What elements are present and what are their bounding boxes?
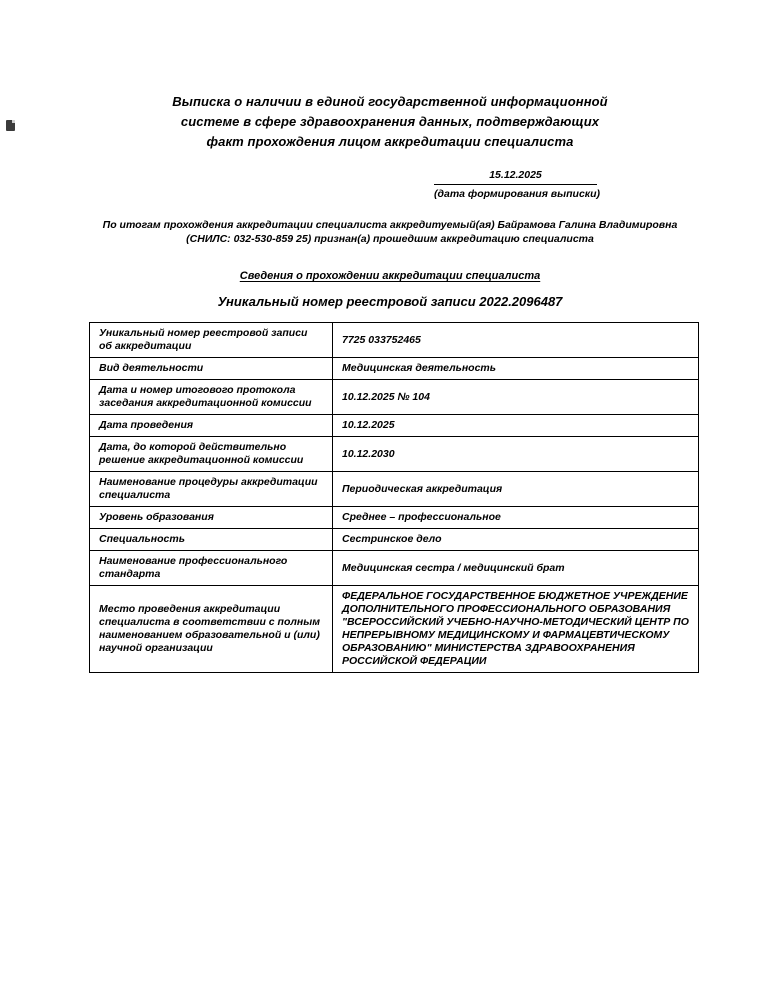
table-row	[90, 437, 699, 472]
document-title: Выписка о наличии в единой государственной информационной системе в сфере здравоохранения данных, подтверждающих факт прохождения лицом аккредитации специалиста	[172, 94, 608, 149]
row-value: Среднее – профессиональное	[333, 507, 699, 529]
table-row	[90, 529, 699, 551]
table-row	[90, 380, 699, 415]
row-value: Медицинская деятельность	[333, 358, 699, 380]
row-label: Уровень образования	[90, 507, 333, 529]
row-value: 10.12.2025	[333, 415, 699, 437]
row-value: Сестринское дело	[333, 529, 699, 551]
table-row	[90, 415, 699, 437]
row-value: Медицинская сестра / медицинский брат	[333, 551, 699, 586]
table-row	[90, 551, 699, 586]
row-label: Дата, до которой действительно решение аккредитационной комиссии	[90, 437, 333, 472]
row-label: Уникальный номер реестровой записи об аккредитации	[90, 323, 333, 358]
table-row	[90, 586, 699, 673]
row-label: Дата проведения	[90, 415, 333, 437]
accreditation-result-text: По итогам прохождения аккредитации специалиста аккредитуемый(ая) Байрамова Галина Владимировна (СНИЛС: 032-530-859 25) признан(а) прошедшим аккредитацию специалиста	[102, 219, 678, 245]
row-value: 10.12.2025 № 104	[333, 380, 699, 415]
extract-date-block	[434, 169, 601, 200]
row-label: Дата и номер итогового протокола заседания аккредитационной комиссии	[90, 380, 333, 415]
row-label: Специальность	[90, 529, 333, 551]
broken-image-icon	[6, 120, 15, 131]
section-heading: Сведения о прохождении аккредитации специалиста	[239, 270, 541, 282]
document-page	[0, 92, 780, 982]
row-label: Вид деятельности	[90, 358, 333, 380]
row-value: Периодическая аккредитация	[333, 472, 699, 507]
extract-date-caption: (дата формирования выписки)	[434, 188, 601, 200]
row-label: Место проведения аккредитации специалиста в соответствии с полным наименованием образовательной и (или) научной организации	[90, 586, 333, 673]
table-row	[90, 507, 699, 529]
accreditation-table	[89, 322, 699, 673]
registry-number-line: Уникальный номер реестровой записи 2022.2096487	[217, 294, 563, 309]
table-row	[90, 323, 699, 358]
row-value: ФЕДЕРАЛЬНОЕ ГОСУДАРСТВЕННОЕ БЮДЖЕТНОЕ УЧРЕЖДЕНИЕ ДОПОЛНИТЕЛЬНОГО ПРОФЕССИОНАЛЬНОГО ОБРАЗОВАНИЯ "ВСЕРОССИЙСКИЙ УЧЕБНО-НАУЧНО-МЕТОДИЧЕСКИЙ ЦЕНТР ПО НЕПРЕРЫВНОМУ МЕДИЦИНСКОМУ И ФАРМАЦЕВТИЧЕСКОМУ ОБРАЗОВАНИЮ" МИНИСТЕРСТВА ЗДРАВООХРАНЕНИЯ РОССИЙСКОЙ ФЕДЕРАЦИИ	[333, 586, 699, 673]
table-row	[90, 472, 699, 507]
table-row	[90, 358, 699, 380]
row-label: Наименование профессионального стандарта	[90, 551, 333, 586]
extract-date: 15.12.2025	[434, 169, 597, 185]
row-label: Наименование процедуры аккредитации специалиста	[90, 472, 333, 507]
row-value: 7725 033752465	[333, 323, 699, 358]
row-value: 10.12.2030	[333, 437, 699, 472]
